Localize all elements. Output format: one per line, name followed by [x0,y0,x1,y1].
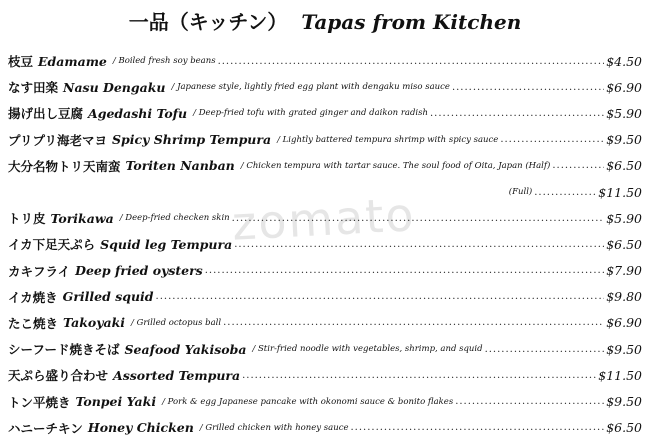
item-price: $11.50 [598,184,642,200]
watermark: zomato [230,187,417,251]
dot-leader [430,108,604,119]
item-name-japanese: なす田楽 [8,80,59,96]
item-name-english: Nasu Dengaku [63,79,166,95]
item-price: $6.90 [606,315,642,331]
item-name-japanese: ハニーチキン [8,420,83,436]
dot-leader [218,56,605,67]
menu-title [0,6,650,35]
menu-item-seafood-yakisoba [8,336,642,362]
item-name-japanese: 枝豆 [8,54,34,70]
dot-leader [234,239,604,250]
item-price: $9.80 [606,289,642,305]
item-portion-label: (Full) [508,187,533,198]
item-name-english: Torikawa [50,210,114,226]
menu-item-agedashi-tofu [8,100,642,126]
item-price: $9.50 [606,341,642,357]
item-description: / Stir-fried noodle with vegetables, shrimp, and squid [252,344,483,355]
item-price: $6.50 [606,420,642,436]
item-price: $4.50 [606,53,642,69]
menu-item-nasu-dengaku [8,74,642,100]
dot-leader [534,187,596,198]
item-price: $9.50 [606,132,642,148]
dot-leader [455,396,604,407]
menu-item-tonpei-yaki [8,388,642,414]
item-name-english: Edamame [38,53,107,69]
item-name-japanese: たこ焼き [8,315,59,331]
menu-item-toriten-nanban-full [8,179,642,205]
item-description: / Japanese style, lightly fried egg plant with dengaku miso sauce [171,82,450,93]
dot-leader [500,134,604,145]
item-name-japanese: カキフライ [8,263,71,279]
menu-item-toriten-nanban [8,153,642,179]
item-name-english: Deep fried oysters [75,263,203,279]
item-price: $7.90 [606,263,642,279]
item-name-english: Seafood Yakisoba [124,341,247,357]
dot-leader [452,82,604,93]
dot-leader [552,160,604,171]
item-price: $6.50 [606,236,642,252]
item-name-japanese: 揚げ出し豆腐 [8,106,84,122]
item-description: / Pork & egg Japanese pancake with okonomi sauce & bonito flakes [162,396,454,407]
item-name-english: Spicy Shrimp Tempura [112,132,272,148]
item-description: / Grilled chicken with honey sauce [199,422,349,433]
menu-item-spicy-shrimp-tempura [8,127,642,153]
item-name-japanese: プリプリ海老マヨ [8,132,108,148]
item-name-japanese: 大分名物トリ天南蛮 [8,158,121,174]
item-name-japanese: 天ぷら盛り合わせ [8,368,109,384]
menu-item-assorted-tempura [8,362,642,388]
item-description: / Deep-fried checken skin [119,213,230,224]
item-name-english: Honey Chicken [87,420,194,436]
item-description: / Deep-fried tofu with grated ginger and daikon radish [193,108,428,119]
item-name-english: Grilled squid [62,289,154,305]
item-price: $6.50 [606,158,642,174]
item-price: $11.50 [598,367,642,383]
item-name-english: Assorted Tempura [113,367,241,383]
menu-item-grilled-squid [8,284,642,310]
dot-leader [485,344,605,355]
menu-item-takoyaki [8,310,642,336]
menu-item-squid-leg-tempura [8,231,642,257]
item-name-japanese: トリ皮 [8,211,46,227]
item-price: $9.50 [606,394,642,410]
item-name-english: Agedashi Tofu [88,105,188,121]
item-price: $5.90 [606,105,642,121]
item-description: / Boiled fresh soy beans [112,56,216,67]
item-name-english: Tonpei Yaki [75,394,157,410]
menu-title-japanese: 一品（キッチン） [128,10,288,34]
item-name-japanese: イカ焼き [8,289,58,305]
item-name-english: Squid leg Tempura [100,236,233,252]
item-description: / Chicken tempura with tartar sauce. The soul food of Oita, Japan (Half) [240,160,551,171]
item-name-english: Takoyaki [63,315,125,331]
menu-item-honey-chicken [8,415,642,441]
dot-leader [223,317,604,328]
menu-item-edamame [8,48,642,74]
item-description: / Lightly battered tempura shrimp with spicy sauce [277,134,499,145]
dot-leader [232,213,605,224]
dot-leader [242,370,596,381]
item-name-japanese: イカ下足天ぷら [8,237,96,253]
dot-leader [205,265,604,276]
item-name-english: Toriten Nanban [125,158,235,174]
dot-leader [351,422,605,433]
menu-title-english: Tapas from Kitchen [301,10,522,34]
dot-leader [156,291,605,302]
item-name-japanese: シーフード焼きそば [8,342,120,358]
item-description: / Grilled octopus ball [131,317,222,328]
item-name-japanese: トン平焼き [8,394,71,410]
menu-item-torikawa [8,205,642,231]
item-price: $6.90 [606,79,642,95]
menu-item-deep-fried-oysters [8,258,642,284]
menu-item-list [8,48,642,441]
item-price: $5.90 [606,210,642,226]
